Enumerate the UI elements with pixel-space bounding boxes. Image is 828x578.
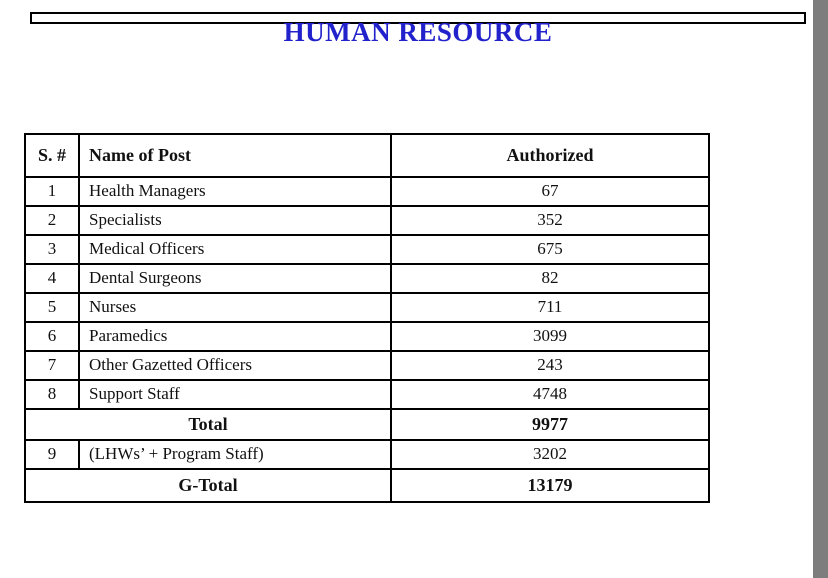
row-name: Support Staff (79, 380, 391, 409)
table-row (25, 235, 709, 264)
row-sn: 2 (25, 206, 79, 235)
row-authorized: 243 (391, 351, 709, 380)
grand-total-row (25, 469, 709, 502)
table-header-row (25, 134, 709, 177)
col-header-authorized: Authorized (391, 134, 709, 177)
row-sn: 4 (25, 264, 79, 293)
row-authorized: 3099 (391, 322, 709, 351)
total-row (25, 409, 709, 440)
row-sn: 7 (25, 351, 79, 380)
total-label: Total (25, 409, 391, 440)
row-sn: 3 (25, 235, 79, 264)
table-row (25, 380, 709, 409)
row-name: (LHWs’ + Program Staff) (79, 440, 391, 469)
human-resource-table (24, 133, 710, 503)
table-row (25, 177, 709, 206)
window-edge-strip (813, 0, 828, 578)
table-row (25, 351, 709, 380)
table-row (25, 206, 709, 235)
row-authorized: 711 (391, 293, 709, 322)
row-name: Specialists (79, 206, 391, 235)
row-authorized: 3202 (391, 440, 709, 469)
row-sn: 1 (25, 177, 79, 206)
row-name: Paramedics (79, 322, 391, 351)
page-title: HUMAN RESOURCE (283, 17, 553, 47)
grand-total-label: G-Total (25, 469, 391, 502)
row-name: Medical Officers (79, 235, 391, 264)
table-row (25, 440, 709, 469)
row-authorized: 82 (391, 264, 709, 293)
row-authorized: 67 (391, 177, 709, 206)
row-authorized: 675 (391, 235, 709, 264)
row-sn: 9 (25, 440, 79, 469)
row-name: Dental Surgeons (79, 264, 391, 293)
col-header-name: Name of Post (79, 134, 391, 177)
row-sn: 6 (25, 322, 79, 351)
total-value: 9977 (391, 409, 709, 440)
table-row (25, 264, 709, 293)
row-name: Health Managers (79, 177, 391, 206)
grand-total-value: 13179 (391, 469, 709, 502)
row-name: Nurses (79, 293, 391, 322)
row-authorized: 4748 (391, 380, 709, 409)
table-row (25, 322, 709, 351)
col-header-sn: S. # (25, 134, 79, 177)
row-authorized: 352 (391, 206, 709, 235)
table-row (25, 293, 709, 322)
row-sn: 8 (25, 380, 79, 409)
row-name: Other Gazetted Officers (79, 351, 391, 380)
row-sn: 5 (25, 293, 79, 322)
